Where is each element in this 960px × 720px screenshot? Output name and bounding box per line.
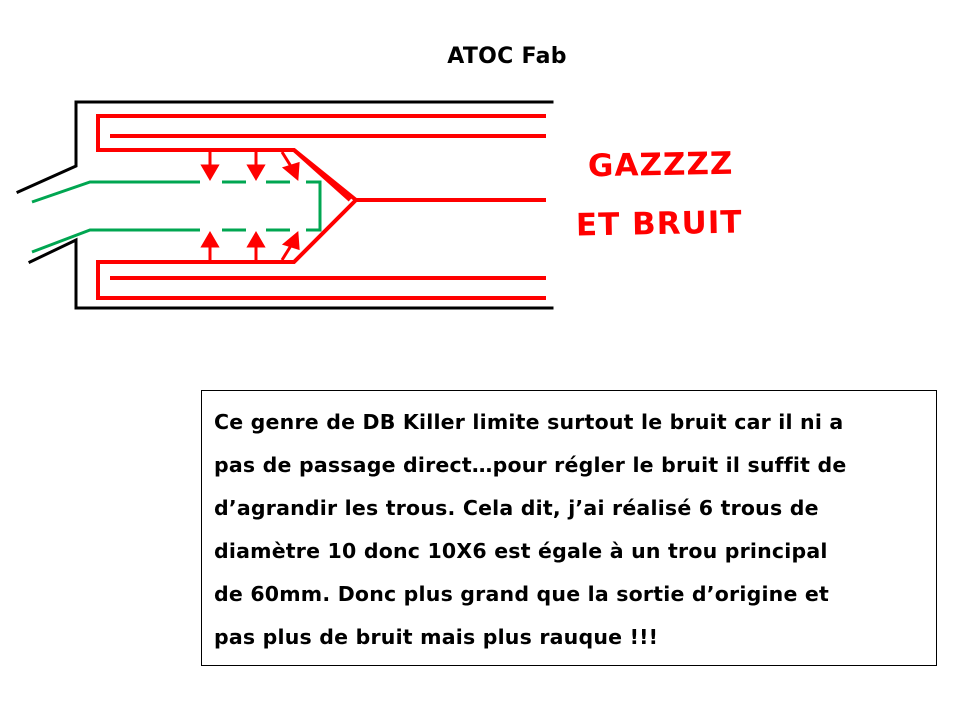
arrow-top-3-head (285, 164, 298, 178)
note-line-5: de 60mm. Donc plus grand que la sortie d’origine et (214, 582, 830, 606)
arrow-bottom-1-head (203, 234, 217, 246)
note-line-1: Ce genre de DB Killer limite surtout le bruit car il ni a (214, 410, 844, 434)
inner-tube (98, 116, 546, 298)
inner-tube-top-outer (98, 116, 546, 200)
slide-title: ATOC Fab (447, 44, 567, 69)
inlet-pipe-top (32, 182, 200, 202)
note-line-2: pas de passage direct…pour régler le bruit il suffit de (214, 453, 847, 477)
note-line-3: d’agrandir les trous. Cela dit, j’ai réalisé 6 trous de (214, 496, 819, 520)
note-text (202, 391, 936, 659)
gas-label-gazzzz: GAZZZZ (587, 145, 734, 185)
arrow-bottom-2-head (249, 234, 263, 246)
note-box (201, 390, 937, 666)
arrow-top-1-head (203, 166, 217, 178)
inner-tube-cone-top (294, 150, 350, 200)
arrow-bottom-3-head (285, 234, 298, 248)
note-line-6: pas plus de bruit mais plus rauque !!! (214, 625, 659, 649)
flow-arrows (203, 152, 298, 260)
gas-label-et-bruit: ET BRUIT (575, 204, 743, 244)
arrow-top-2-head (249, 166, 263, 178)
inner-tube-bottom-outer (98, 200, 546, 298)
inlet-pipe-end (306, 182, 320, 230)
note-line-4: diamètre 10 donc 10X6 est égale à un trou principal (214, 539, 828, 563)
